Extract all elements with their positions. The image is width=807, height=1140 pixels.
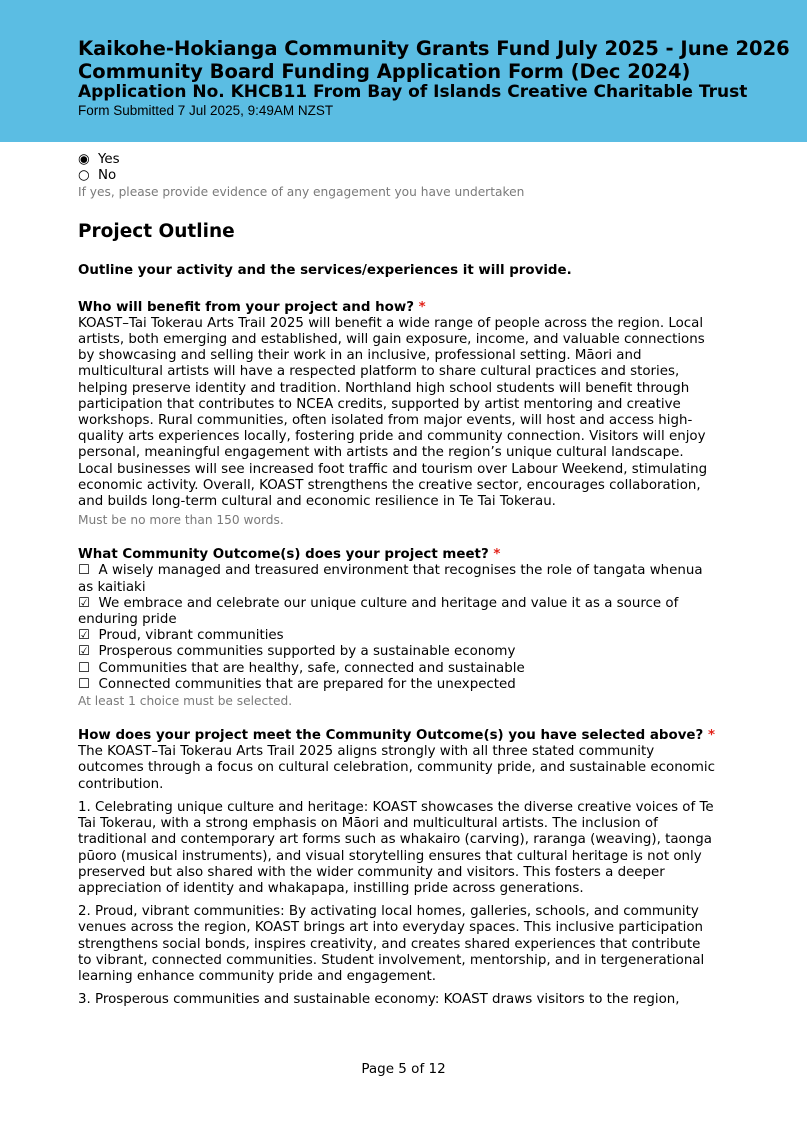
outcome-checkbox-list bbox=[78, 563, 718, 693]
outcome-checkbox-3[interactable] bbox=[78, 628, 718, 644]
radio-option-yes[interactable] bbox=[78, 152, 718, 168]
radio-unselected-icon: ○ bbox=[78, 168, 90, 184]
outcomes-hint: At least 1 choice must be selected. bbox=[78, 694, 293, 709]
meet-question-text: How does your project meet the Community Outcome(s) you have selected above? bbox=[78, 728, 704, 744]
checkbox-label: A wisely managed and treasured environment that recognises the role of tangata whenua as kaitiaki bbox=[78, 563, 703, 595]
checkbox-label: Communities that are healthy, safe, connected and sustainable bbox=[98, 660, 525, 676]
radio-selected-icon: ◉ bbox=[78, 152, 90, 167]
radio-label: Yes bbox=[98, 152, 120, 167]
checkbox-unchecked-icon: ☐ bbox=[78, 660, 91, 676]
required-marker: * bbox=[493, 547, 501, 563]
section-title: Project Outline bbox=[78, 221, 235, 243]
checkbox-unchecked-icon: ☐ bbox=[78, 676, 91, 692]
checkbox-unchecked-icon: ☐ bbox=[78, 563, 91, 579]
outcome-checkbox-2[interactable] bbox=[78, 596, 718, 628]
meet-paragraph-2: 1. Celebrating unique culture and heritage: KOAST showcases the diverse creative voices of Te Tai Tokerau, with a strong emphasis on Māori and multicultural artists. The inclusion of traditional and contemporary art forms such as whakairo (carving), raranga (weaving), taonga pūoro (musical instruments), and visual storytelling ensures that cultural heritage is not only preserved but also shared with the wider community and visitors. This fosters a deeper appreciation of identity and whakapapa, instilling pride across generations. bbox=[78, 799, 714, 896]
submitted-timestamp: Form Submitted 7 Jul 2025, 9:49AM NZST bbox=[78, 103, 334, 118]
outcome-checkbox-6[interactable] bbox=[78, 677, 718, 693]
benefit-question-text: Who will benefit from your project and how? bbox=[78, 299, 414, 315]
meet-question bbox=[78, 728, 718, 744]
fund-title: Kaikohe-Hokianga Community Grants Fund July 2025 - June 2026 bbox=[78, 37, 790, 60]
outcome-checkbox-1[interactable] bbox=[78, 563, 718, 595]
outcomes-question bbox=[78, 547, 718, 563]
outcome-checkbox-4[interactable] bbox=[78, 644, 718, 660]
checkbox-label: Connected communities that are prepared for the unexpected bbox=[98, 676, 516, 692]
meet-paragraph-1: The KOAST–Tai Tokerau Arts Trail 2025 aligns strongly with all three stated community outcomes through a focus on cultural celebration, community pride, and sustainable economic contribution. bbox=[78, 744, 716, 792]
checkbox-label: Prosperous communities supported by a sustainable economy bbox=[98, 644, 516, 660]
checkbox-checked-icon: ☑ bbox=[78, 628, 91, 644]
form-title: Community Board Funding Application Form (Dec 2024) bbox=[78, 60, 691, 83]
radio-option-no[interactable] bbox=[78, 168, 718, 184]
benefit-answer: KOAST–Tai Tokerau Arts Trail 2025 will benefit a wide range of people across the region. Local artists, both emerging and established, will gain exposure, income, and valuable connections by showcasing and selling their work in an inclusive, professional setting. Māori and multicultural artists will have a respected platform to share cultural practices and stories, helping preserve identity and tradition. Northland high school students will benefit through participation that contributes to NCEA credits, supported by artist mentoring and creative workshops. Rural communities, often isolated from major events, will host and access high-quality arts experiences locally, fostering pride and community connection. Visitors will enjoy personal, meaningful engagement with artists and the region’s unique cultural landscape. Local businesses will see increased foot traffic and tourism over Labour Weekend, stimulating economic activity. Overall, KOAST strengthens the creative sector, encourages collaboration, and builds long-term cultural and economic resilience in Te Tai Tokerau. bbox=[78, 315, 708, 510]
required-marker: * bbox=[707, 728, 715, 744]
benefit-question bbox=[78, 300, 718, 316]
outline-intro: Outline your activity and the services/experiences it will provide. bbox=[78, 263, 572, 279]
form-content bbox=[78, 152, 718, 1008]
checkbox-label: Proud, vibrant communities bbox=[98, 628, 284, 644]
page-number: Page 5 of 12 bbox=[361, 1061, 446, 1077]
form-header bbox=[0, 0, 807, 142]
checkbox-checked-icon: ☑ bbox=[78, 644, 91, 660]
radio-label: No bbox=[98, 168, 117, 184]
meet-paragraph-3: 2. Proud, vibrant communities: By activating local homes, galleries, schools, and community venues across the region, KOAST brings art into everyday spaces. This inclusive participation strengthens social bonds, inspires creativity, and creates shared experiences that contribute to vibrant, connected communities. Student involvement, mentorship, and in tergenerational learning enhance community pride and engagement. bbox=[78, 904, 705, 984]
meet-paragraph-4: 3. Prosperous communities and sustainable economy: KOAST draws visitors to the region, bbox=[78, 992, 680, 1008]
application-number: Application No. KHCB11 From Bay of Islands Creative Charitable Trust bbox=[78, 82, 748, 102]
checkbox-label: We embrace and celebrate our unique culture and heritage and value it as a source of enduring pride bbox=[78, 595, 679, 628]
checkbox-checked-icon: ☑ bbox=[78, 595, 91, 611]
required-marker: * bbox=[418, 299, 426, 315]
outcome-checkbox-5[interactable] bbox=[78, 661, 718, 677]
outcomes-question-text: What Community Outcome(s) does your project meet? bbox=[78, 547, 489, 563]
benefit-hint: Must be no more than 150 words. bbox=[78, 513, 284, 528]
engagement-hint: If yes, please provide evidence of any engagement you have undertaken bbox=[78, 185, 525, 200]
